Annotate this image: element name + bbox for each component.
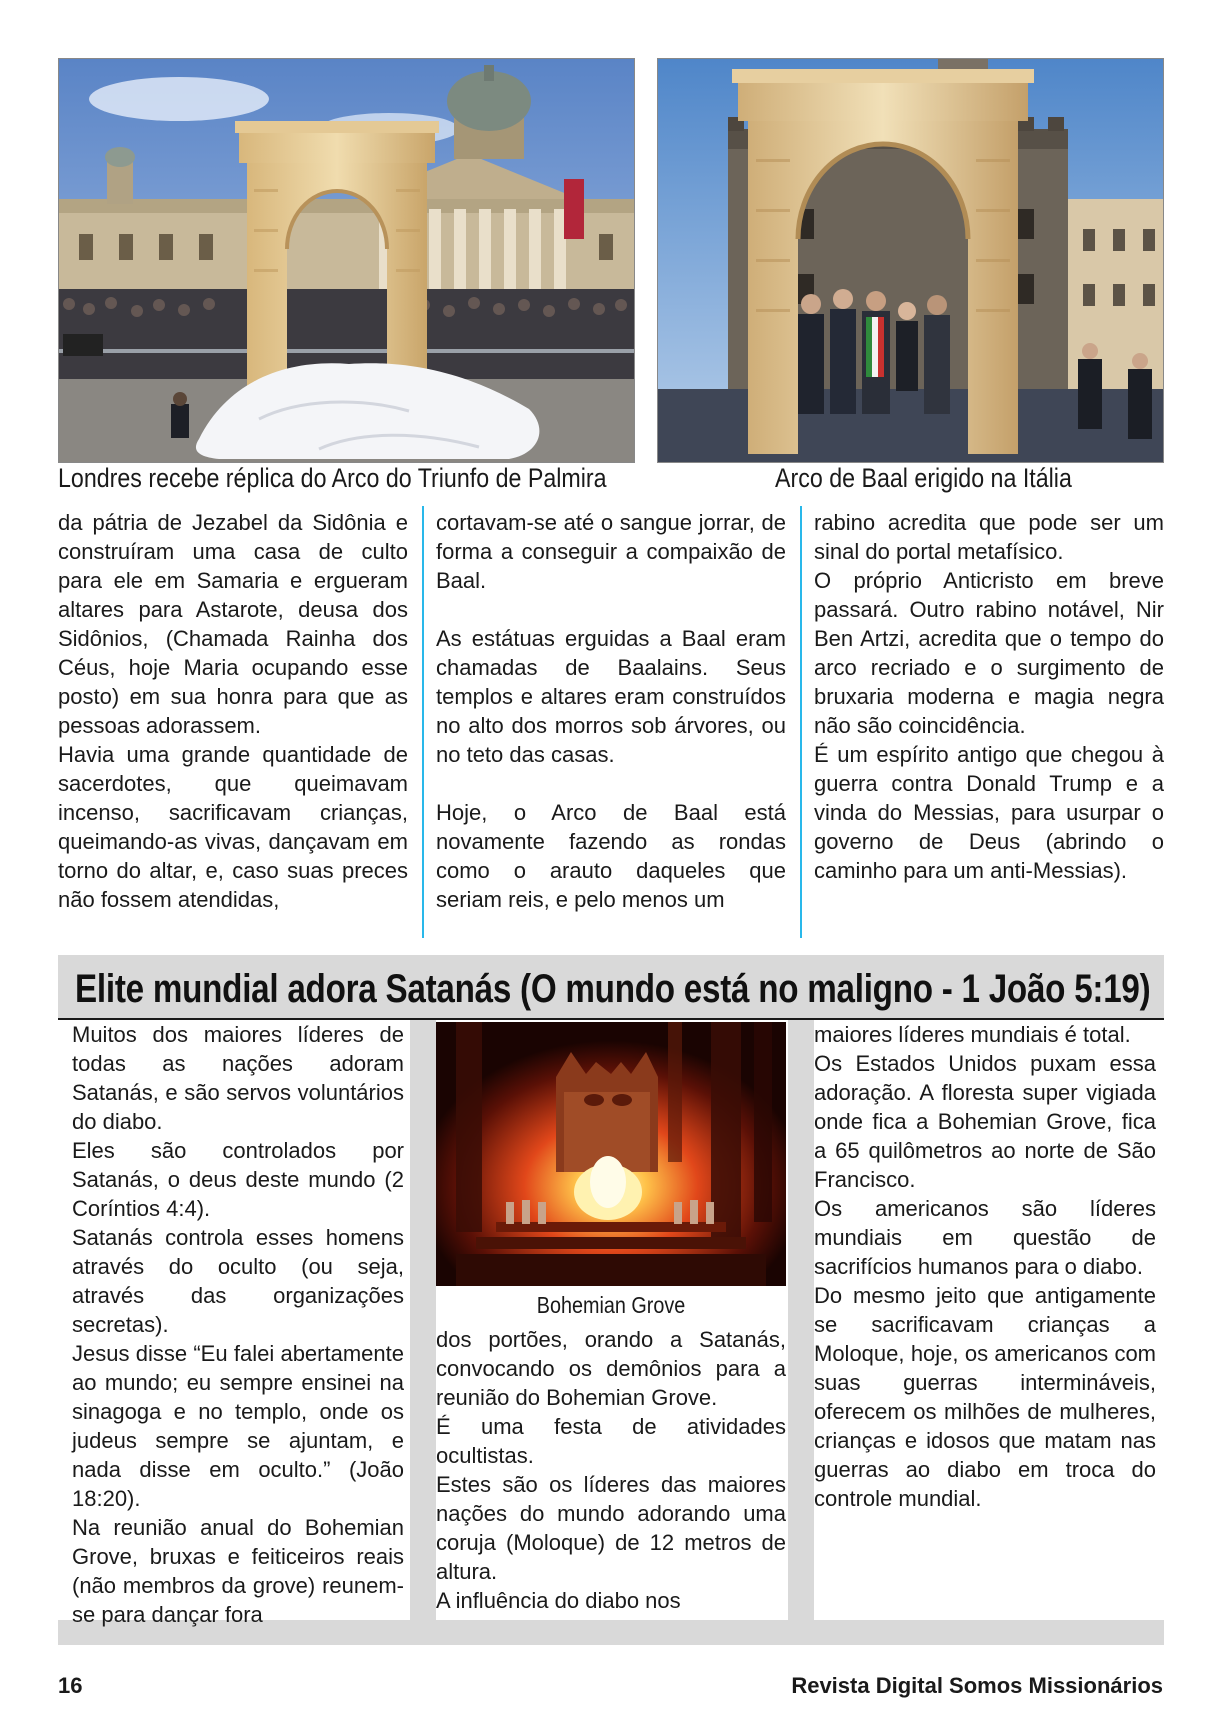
paragraph: As estátuas erguidas a Baal eram chamadas de Baalains. Seus templos e altares eram construídos no alto dos morros sob árvores, ou no teto das casas. xyxy=(436,626,786,767)
paragraph: da pátria de Jezabel da Sidônia e construíram uma casa de culto para ele em Samaria e ergueram altares para Astarote, deusa dos Sidônios, (Chamada Rainha dos Céus, hoje Maria ocupando esse posto) em sua honra para que as pessoas adorassem. xyxy=(58,510,408,738)
article-column-3 xyxy=(814,508,1164,885)
paragraph: O próprio Anticristo em breve passará. Outro rabino notável, Nir Ben Artzi, acredita que o tempo do arco recriado e o surgimento de bruxaria moderna e magia negra não são coincidência. xyxy=(814,568,1164,738)
column-divider xyxy=(800,506,802,938)
paragraph: Estes são os líderes das maiores nações do mundo adorando uma coruja (Moloque) de 12 metros de altura. xyxy=(436,1472,786,1584)
article-column-1 xyxy=(58,508,408,914)
bohemian-grove-illustration xyxy=(436,1022,786,1286)
paragraph: É uma festa de atividades ocultistas. xyxy=(436,1414,786,1468)
magazine-name: Revista Digital Somos Missionários xyxy=(791,1673,1163,1698)
feature-column-3 xyxy=(814,1020,1164,1620)
paragraph: Havia uma grande quantidade de sacerdotes, que queimavam incenso, sacrificavam crianças, queimando-as vivas, dançavam em torno do altar, e, caso suas preces não fossem atendidas, xyxy=(58,742,408,912)
paragraph: Na reunião anual do Bohemian Grove, bruxas e feiticeiros reais (não membros da grove) reunem-se para dançar fora xyxy=(72,1515,404,1627)
italy-arch-photo xyxy=(657,58,1164,463)
bohemian-grove-photo xyxy=(436,1022,786,1286)
page-number: 16 xyxy=(58,1673,83,1698)
paragraph: cortavam-se até o sangue jorrar, de forma a conseguir a compaixão de Baal. xyxy=(436,510,786,593)
article-column-2 xyxy=(436,508,786,914)
paragraph: Os Estados Unidos puxam essa adoração. A floresta super vigiada onde fica a Bohemian Grove, fica a 65 quilômetros ao norte de São Francisco. xyxy=(814,1051,1156,1192)
paragraph: A influência do diabo nos xyxy=(436,1588,681,1613)
italy-arch-illustration xyxy=(658,59,1163,462)
paragraph: rabino acredita que pode ser um sinal do portal metafísico. xyxy=(814,510,1164,564)
paragraph: Jesus disse “Eu falei abertamente ao mundo; eu sempre ensinei na sinagoga e no templo, onde os judeus sempre se ajuntam, e nada disse em oculto.” (João 18:20). xyxy=(72,1341,404,1511)
paragraph: Satanás controla esses homens através do oculto (ou seja, através das organizações secretas). xyxy=(72,1225,404,1337)
paragraph: dos portões, orando a Satanás, convocando os demônios para a reunião do Bohemian Grove. xyxy=(436,1327,786,1410)
paragraph: Hoje, o Arco de Baal está novamente fazendo as rondas como o arauto daqueles que seriam reis, e pelo menos um xyxy=(436,800,786,912)
paragraph: Muitos dos maiores líderes de todas as nações adoram Satanás, e são servos voluntários do diabo. xyxy=(72,1022,404,1134)
feature-title: Elite mundial adora Satanás (O mundo está no maligno - 1 João 5:19) xyxy=(75,967,1151,1011)
paragraph: Os americanos são líderes mundiais em questão de sacrifícios humanos para o diabo. xyxy=(814,1196,1156,1279)
london-photo-caption: Londres recebe réplica do Arco do Triunfo de Palmira xyxy=(58,463,607,493)
italy-photo-caption: Arco de Baal erigido na Itália xyxy=(775,463,1072,493)
grove-photo-caption: Bohemian Grove xyxy=(536,1292,686,1318)
paragraph: Eles são controlados por Satanás, o deus deste mundo (2 Coríntios 4:4). xyxy=(72,1138,404,1221)
paragraph: Do mesmo jeito que antigamente se sacrificavam crianças a Moloque, hoje, os americanos com suas guerras intermináveis, oferecem os milhões de mulheres, crianças e idosos que matam nas guerras ao diabo em troca do controle mundial. xyxy=(814,1283,1156,1511)
london-arch-photo xyxy=(58,58,635,463)
feature-column-2-text xyxy=(436,1325,786,1615)
feature-column-1 xyxy=(58,1020,410,1627)
london-arch-illustration xyxy=(59,59,634,462)
column-divider xyxy=(422,506,424,938)
paragraph: maiores líderes mundiais é total. xyxy=(814,1022,1131,1047)
paragraph: É um espírito antigo que chegou à guerra contra Donald Trump e a vinda do Messias, para usurpar o governo de Deus (abrindo o caminho para um anti-Messias). xyxy=(814,742,1164,883)
